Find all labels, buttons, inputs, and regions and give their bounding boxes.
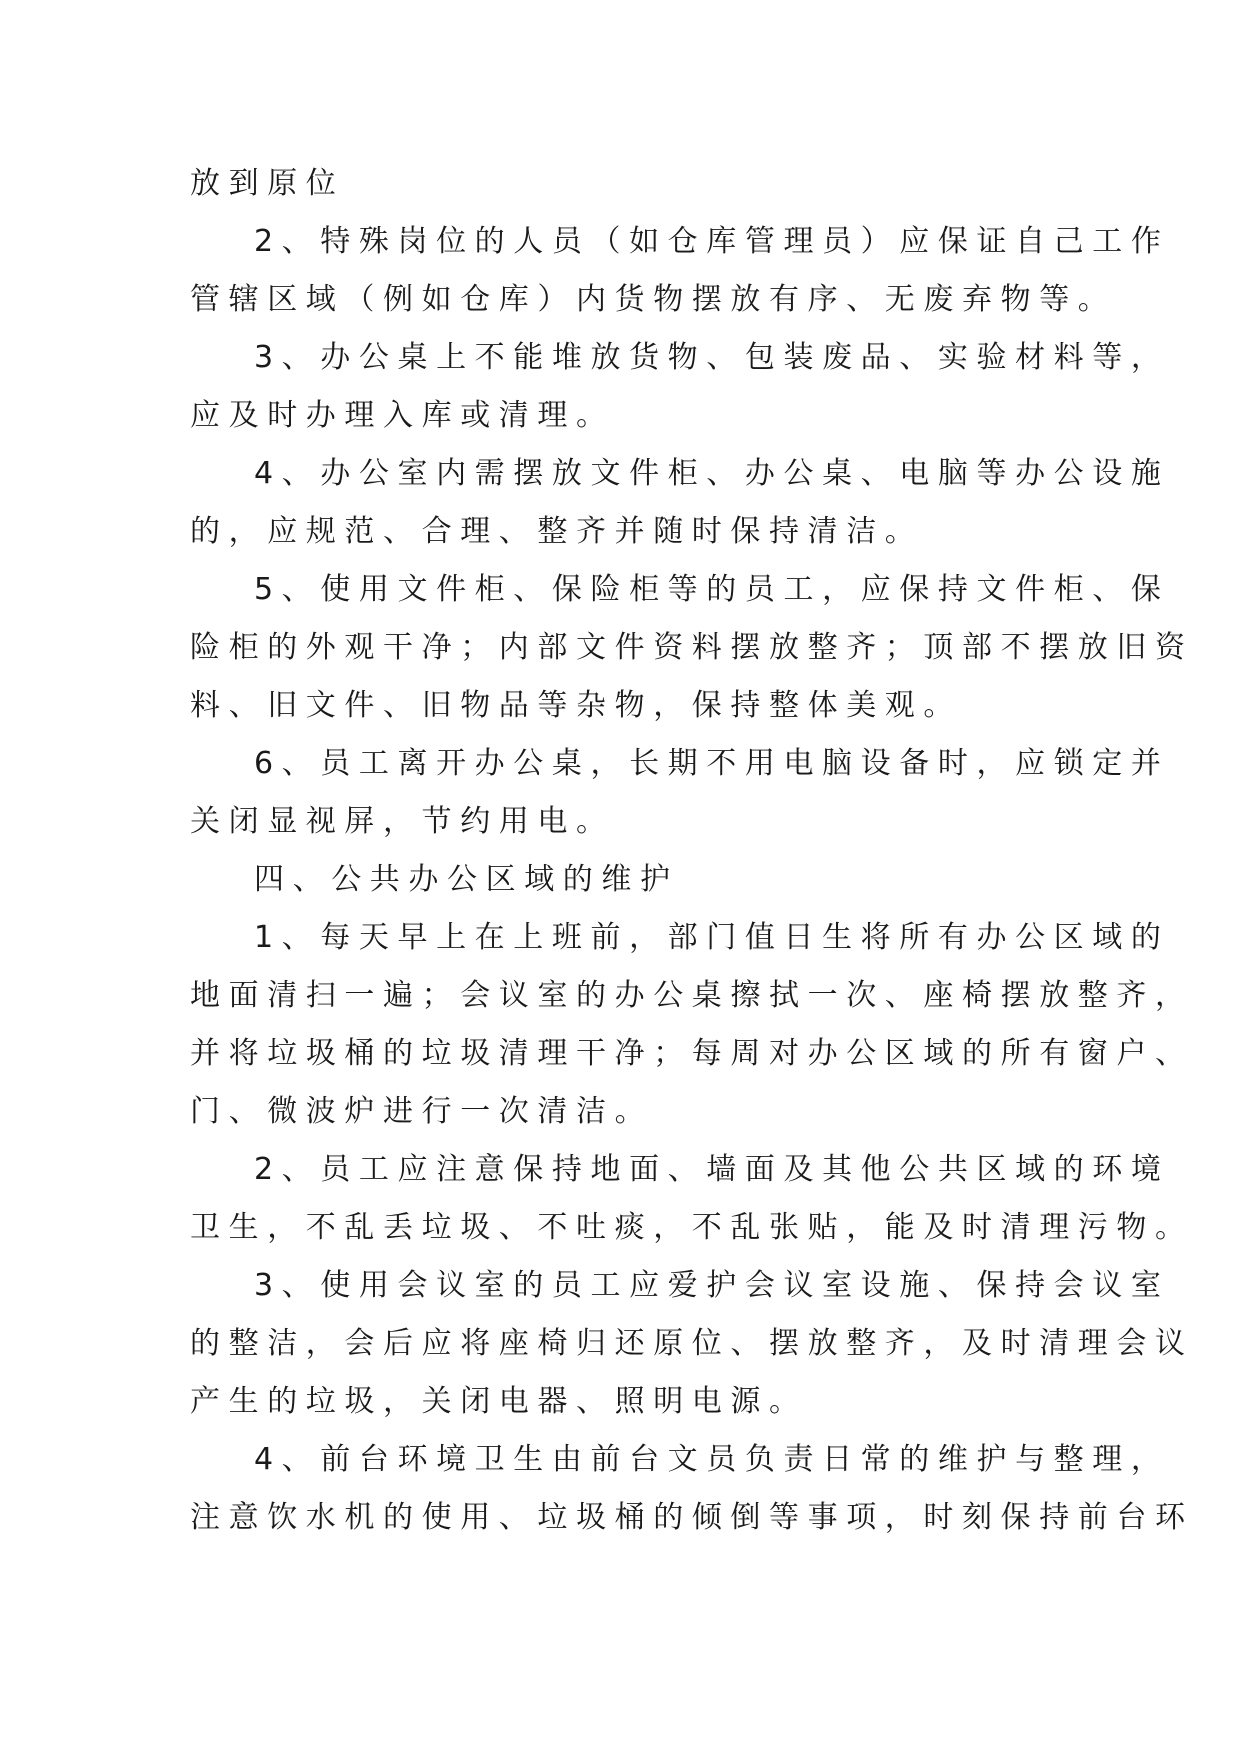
text-line: 2、员工应注意保持地面、墙面及其他公共区域的环境 <box>254 1152 1170 1187</box>
text-line: 注意饮水机的使用、垃圾桶的倾倒等事项，时刻保持前台环 <box>190 1500 1194 1535</box>
text-line: 应及时办理入库或清理。 <box>190 398 615 433</box>
text-line: 1、每天早上在上班前，部门值日生将所有办公区域的 <box>254 920 1170 955</box>
text-line: 的整洁，会后应将座椅归还原位、摆放整齐，及时清理会议 <box>190 1326 1194 1361</box>
text-line: 6、员工离开办公桌，长期不用电脑设备时，应锁定并 <box>254 746 1170 781</box>
text-line: 放到原位 <box>190 166 345 201</box>
text-line: 关闭显视屏，节约用电。 <box>190 804 615 839</box>
text-line: 并将垃圾桶的垃圾清理干净；每周对办公区域的所有窗户、 <box>190 1036 1194 1071</box>
text-line: 产生的垃圾，关闭电器、照明电源。 <box>190 1384 808 1419</box>
text-line: 5、使用文件柜、保险柜等的员工，应保持文件柜、保 <box>254 572 1170 607</box>
section-heading: 四、公共办公区域的维护 <box>254 862 679 897</box>
text-line: 3、使用会议室的员工应爱护会议室设施、保持会议室 <box>254 1268 1170 1303</box>
text-line: 门、微波炉进行一次清洁。 <box>190 1094 654 1129</box>
text-line: 的，应规范、合理、整齐并随时保持清洁。 <box>190 514 924 549</box>
text-line: 料、旧文件、旧物品等杂物，保持整体美观。 <box>190 688 962 723</box>
text-line: 4、办公室内需摆放文件柜、办公桌、电脑等办公设施 <box>254 456 1170 491</box>
text-line: 卫生，不乱丢垃圾、不吐痰，不乱张贴，能及时清理污物。 <box>190 1210 1194 1245</box>
text-line: 4、前台环境卫生由前台文员负责日常的维护与整理， <box>254 1442 1170 1477</box>
text-line: 3、办公桌上不能堆放货物、包装废品、实验材料等， <box>254 340 1170 375</box>
text-line: 地面清扫一遍；会议室的办公桌擦拭一次、座椅摆放整齐， <box>190 978 1194 1013</box>
text-line: 管辖区域（例如仓库）内货物摆放有序、无废弃物等。 <box>190 282 1117 317</box>
text-line: 险柜的外观干净；内部文件资料摆放整齐；顶部不摆放旧资 <box>190 630 1194 665</box>
text-line: 2、特殊岗位的人员（如仓库管理员）应保证自己工作 <box>254 224 1170 259</box>
